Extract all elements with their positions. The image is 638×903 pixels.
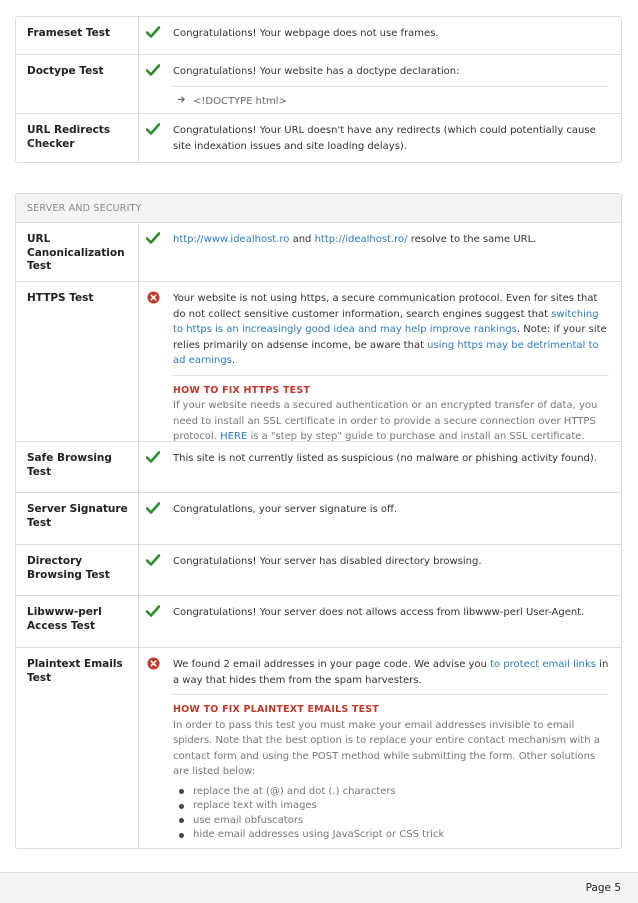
error-icon <box>139 648 167 848</box>
ssl-guide-link[interactable]: HERE <box>220 431 248 442</box>
check-icon <box>139 55 167 113</box>
url-canonicalization-row <box>16 223 621 281</box>
fix-title: HOW TO FIX HTTPS TEST <box>173 384 311 396</box>
non-www-url-link[interactable]: http://idealhost.ro/ <box>314 234 408 245</box>
check-icon <box>139 442 167 492</box>
test-message: Your website is not using https, a secure communication protocol. Even for sites that do not collect sensitive customer information, search engines suggest that switching to https is an increasingly good idea and may help improve rankings. Note: if your site relies primarily on adsense income, be aware that using https may be detrimental to ad earnings. <box>173 293 607 366</box>
bullet-icon <box>179 789 184 794</box>
check-icon <box>139 114 167 162</box>
result-text: resolve to the same URL. <box>407 234 537 245</box>
test-label: Plaintext Emails Test <box>16 648 139 848</box>
test-label: URL Redirects Checker <box>16 114 139 162</box>
https-test-row <box>16 281 621 441</box>
test-message: Congratulations! Your server does not allows access from libwww-perl User-Agent. <box>173 607 585 618</box>
bullet-icon <box>179 833 184 838</box>
bullet-icon <box>179 804 184 809</box>
doctype-code-line <box>173 94 609 110</box>
doctype-test-row <box>16 54 621 113</box>
https-rankings-link[interactable]: switching to https is an increasingly good idea and may help improve rankings <box>173 308 599 335</box>
list-item: hide email addresses using JavaScript or CSS trick <box>179 828 609 843</box>
bullet-icon <box>179 818 184 823</box>
top-tests-table <box>15 16 622 163</box>
list-item: replace the at (@) and dot (.) characters <box>179 785 609 800</box>
test-label: URL Canonicalization Test <box>16 223 139 281</box>
check-icon <box>139 17 167 54</box>
test-label: Frameset Test <box>16 17 139 54</box>
directory-browsing-row <box>16 544 621 595</box>
page-number: Page 5 <box>585 882 621 894</box>
www-url-link[interactable]: http://www.idealhost.ro <box>173 234 290 245</box>
test-message: Congratulations! Your website has a doctype declaration: <box>173 66 460 77</box>
test-label: Libwww-perl Access Test <box>16 596 139 647</box>
safe-browsing-row <box>16 441 621 492</box>
test-label: Safe Browsing Test <box>16 442 139 492</box>
fix-text: In order to pass this test you must make your email addresses invisible to email spiders. Note that the best option is to replace your entire contact mechanism with a contact form and using the POST method while submitting the form. Other solutions are listed below: <box>173 719 600 777</box>
test-message: We found 2 email addresses in your page code. We advise you to protect email links in a way that hides them from the spam harvesters. <box>173 659 609 686</box>
url-redirects-row <box>16 113 621 162</box>
test-message: Congratulations! Your URL doesn't have any redirects (which could potentially cause site indexation issues and site loading delays). <box>173 125 596 152</box>
divider <box>173 375 609 376</box>
fix-title: HOW TO FIX PLAINTEXT EMAILS TEST <box>173 704 379 715</box>
test-message: This site is not currently listed as suspicious (no malware or phishing activity found). <box>173 453 597 464</box>
and-text: and <box>289 234 315 245</box>
list-item: use email obfuscators <box>179 814 609 829</box>
error-icon <box>139 282 167 441</box>
test-message <box>173 232 609 248</box>
plaintext-emails-row <box>16 647 621 848</box>
frameset-test-row <box>16 17 621 54</box>
test-message: Congratulations, your server signature is off. <box>173 504 398 515</box>
server-security-table <box>15 193 622 849</box>
test-message: Congratulations! Your webpage does not use frames. <box>173 28 439 39</box>
adsense-https-link[interactable]: using https may be detrimental to ad earnings <box>173 339 599 366</box>
check-icon <box>139 493 167 544</box>
doctype-code: <!DOCTYPE html> <box>193 95 287 107</box>
solutions-list <box>173 785 609 843</box>
server-signature-row <box>16 492 621 544</box>
check-icon <box>139 596 167 647</box>
divider <box>173 694 609 695</box>
check-icon <box>139 223 167 281</box>
test-label: Server Signature Test <box>16 493 139 544</box>
libwww-perl-row <box>16 595 621 647</box>
page-footer <box>0 872 638 903</box>
section-header: SERVER AND SECURITY <box>16 194 621 223</box>
test-label: Doctype Test <box>16 55 139 113</box>
test-message: Congratulations! Your server has disabled directory browsing. <box>173 556 482 567</box>
test-label: HTTPS Test <box>16 282 139 441</box>
check-icon <box>139 545 167 595</box>
arrow-right-icon <box>177 94 186 110</box>
protect-email-link[interactable]: to protect email links <box>490 659 596 670</box>
test-label: Directory Browsing Test <box>16 545 139 595</box>
fix-text: If your website needs a secured authentication or an encrypted transfer of data, you need to install an SSL certificate in order to provide a secure connection over HTTPS protocol. HERE is a "step by step" guide to purchase and install an SSL certificate. <box>173 400 598 442</box>
list-item: replace text with images <box>179 799 609 814</box>
divider <box>173 86 609 87</box>
